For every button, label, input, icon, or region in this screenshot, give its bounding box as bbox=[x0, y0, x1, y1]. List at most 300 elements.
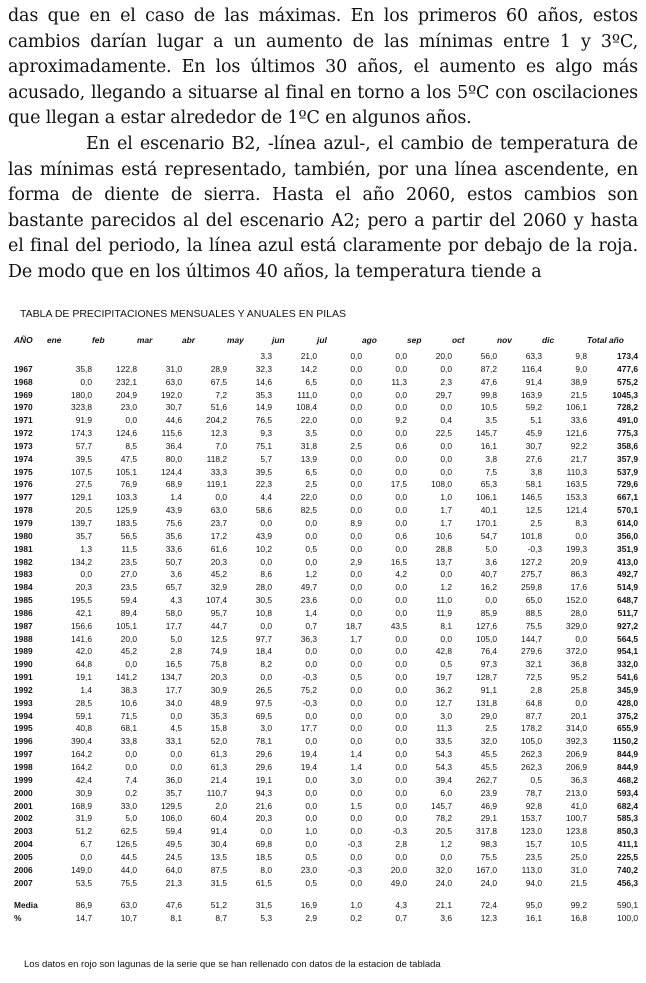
table-cell: 927,2 bbox=[617, 620, 638, 631]
table-cell: 76,4 bbox=[480, 646, 497, 657]
table-cell: 106,1 bbox=[566, 402, 587, 413]
year-cell: 1983 bbox=[14, 569, 33, 580]
table-cell: 0,2 bbox=[125, 787, 137, 798]
table-cell: 1,7 bbox=[440, 517, 452, 528]
table-cell: 54,3 bbox=[435, 749, 452, 760]
table-cell: 95,7 bbox=[210, 607, 227, 618]
table-cell: 32,3 bbox=[255, 363, 272, 374]
table-cell: 262,7 bbox=[476, 774, 497, 785]
table-cell: 40,1 bbox=[480, 505, 497, 516]
table-cell: 128,7 bbox=[476, 672, 497, 683]
table-cell: 3,6 bbox=[485, 556, 497, 567]
table-cell: 0,5 bbox=[305, 877, 317, 888]
table-cell: 163,5 bbox=[566, 479, 587, 490]
table-cell: 108,4 bbox=[296, 402, 317, 413]
summary-cell: 5,3 bbox=[260, 913, 272, 924]
summary-cell: 86,9 bbox=[75, 900, 92, 911]
table-cell: 0,0 bbox=[305, 839, 317, 850]
table-cell: 28,9 bbox=[210, 363, 227, 374]
table-cell: 0,0 bbox=[395, 389, 407, 400]
table-cell: 56,5 bbox=[120, 530, 137, 541]
table-cell: 36,2 bbox=[435, 684, 452, 695]
table-cell: 6,5 bbox=[305, 466, 317, 477]
table-cell: 2,8 bbox=[395, 839, 407, 850]
table-cell: 173,4 bbox=[617, 351, 638, 361]
table-cell: 36,0 bbox=[165, 774, 182, 785]
table-cell: 23,0 bbox=[120, 402, 137, 413]
table-row bbox=[14, 684, 638, 697]
table-cell: 31,0 bbox=[570, 864, 587, 875]
table-cell: 1,4 bbox=[170, 492, 182, 503]
table-cell: 0,0 bbox=[350, 646, 362, 657]
table-cell: 56,0 bbox=[480, 351, 497, 361]
table-cell: 95,2 bbox=[570, 672, 587, 683]
table-cell: 413,0 bbox=[617, 556, 638, 567]
table-cell: 124,4 bbox=[161, 466, 182, 477]
table-row bbox=[14, 568, 638, 581]
table-cell: 59,4 bbox=[165, 826, 182, 837]
table-cell: 0,0 bbox=[395, 595, 407, 606]
table-cell: 9,3 bbox=[260, 428, 272, 439]
table-cell: 314,0 bbox=[566, 723, 587, 734]
table-row bbox=[14, 491, 638, 504]
table-cell: 0,0 bbox=[395, 428, 407, 439]
table-cell: 123,0 bbox=[521, 826, 542, 837]
table-cell: 18,7 bbox=[345, 620, 362, 631]
table-cell: 12,3 bbox=[210, 428, 227, 439]
summary-cell: 16,9 bbox=[300, 900, 317, 911]
table-cell: 0,0 bbox=[305, 774, 317, 785]
table-cell: 23,5 bbox=[120, 582, 137, 593]
table-cell: 1,4 bbox=[350, 749, 362, 760]
table-cell: 39,4 bbox=[435, 774, 452, 785]
column-header: oct bbox=[452, 335, 465, 345]
table-cell: 232,1 bbox=[116, 376, 137, 387]
table-cell: 164,2 bbox=[71, 762, 92, 772]
table-cell: 47,6 bbox=[480, 376, 497, 387]
table-row bbox=[14, 645, 638, 658]
table-row bbox=[14, 825, 638, 838]
table-cell: 19,1 bbox=[255, 774, 272, 785]
table-cell: 0,0 bbox=[350, 492, 362, 503]
table-cell: 4,3 bbox=[170, 595, 182, 606]
column-header: mar bbox=[137, 335, 153, 345]
body-text bbox=[8, 4, 638, 286]
year-cell: 1990 bbox=[14, 659, 33, 670]
table-cell: 0,0 bbox=[350, 723, 362, 734]
table-cell: 15,8 bbox=[210, 723, 227, 734]
table-cell: 64,0 bbox=[165, 864, 182, 875]
table-cell: -0,3 bbox=[347, 839, 362, 850]
table-cell: 2,5 bbox=[530, 517, 542, 528]
table-cell: 45,5 bbox=[480, 749, 497, 760]
table-cell: 115,6 bbox=[161, 428, 182, 439]
table-cell: 32,1 bbox=[525, 659, 542, 670]
table-cell: 98,3 bbox=[480, 839, 497, 850]
table-cell: 29,6 bbox=[255, 749, 272, 760]
table-cell: 11,3 bbox=[391, 376, 407, 387]
table-cell: 585,3 bbox=[617, 813, 638, 824]
paragraph-1: das que en el caso de las máximas. En los primeros 60 años, estos cambios darían lugar a un aumento de las mínimas entre 1 y 3ºC, aproximadamente. En los últimos 30 años, el aumento es algo más acusado, llegando a situarse al final en torno a los 5ºC con oscilaciones que llegan a estar alrededor de 1ºC en algunos años. bbox=[8, 6, 638, 129]
table-cell: 129,5 bbox=[161, 800, 182, 811]
table-cell: 0,0 bbox=[395, 736, 407, 747]
table-cell: 11,0 bbox=[436, 595, 452, 606]
column-header: may bbox=[227, 335, 244, 345]
table-cell: -0,3 bbox=[347, 864, 362, 875]
table-cell: 60,4 bbox=[210, 813, 227, 824]
table-cell: 10,5 bbox=[570, 839, 587, 850]
table-row bbox=[14, 504, 638, 517]
table-cell: 2,3 bbox=[440, 376, 452, 387]
table-cell: 0,0 bbox=[350, 351, 362, 361]
table-cell: 16,2 bbox=[480, 582, 497, 593]
table-cell: 0,0 bbox=[305, 659, 317, 670]
table-row bbox=[14, 710, 638, 723]
table-cell: 279,6 bbox=[521, 646, 542, 657]
table-cell: 0,0 bbox=[440, 633, 452, 644]
table-cell: 1,4 bbox=[305, 607, 317, 618]
table-cell: 375,2 bbox=[617, 710, 638, 721]
table-cell: 36,8 bbox=[570, 659, 587, 670]
table-row bbox=[14, 671, 638, 684]
table-cell: 54,7 bbox=[480, 530, 497, 541]
table-cell: 13,7 bbox=[435, 556, 452, 567]
table-row bbox=[14, 427, 638, 440]
table-cell: 0,0 bbox=[350, 543, 362, 554]
table-cell: 2,9 bbox=[350, 556, 362, 567]
table-cell: 111,0 bbox=[297, 389, 317, 400]
table-cell: 76,5 bbox=[255, 415, 272, 426]
table-cell: 32,0 bbox=[480, 736, 497, 747]
year-cell: 1974 bbox=[14, 453, 33, 464]
table-cell: 52,0 bbox=[210, 736, 227, 747]
table-cell: 0,0 bbox=[395, 607, 407, 618]
table-cell: 199,3 bbox=[566, 543, 587, 554]
summary-cell: 95,0 bbox=[525, 900, 542, 911]
table-cell: 0,0 bbox=[260, 620, 272, 631]
year-cell: 1975 bbox=[14, 466, 33, 477]
table-cell: 468,2 bbox=[617, 774, 638, 785]
table-cell: 41,0 bbox=[570, 800, 587, 811]
table-cell: 28,5 bbox=[75, 697, 92, 708]
table-cell: 0,0 bbox=[305, 787, 317, 798]
table-cell: 206,9 bbox=[566, 749, 587, 760]
table-cell: 58,0 bbox=[165, 607, 182, 618]
table-cell: 145,7 bbox=[476, 428, 497, 439]
table-cell: 17,7 bbox=[300, 723, 317, 734]
table-cell: 0,0 bbox=[440, 851, 452, 862]
table-cell: 0,0 bbox=[395, 710, 407, 721]
table-cell: 82,5 bbox=[300, 505, 317, 516]
table-cell: 38,9 bbox=[570, 376, 587, 387]
table-cell: 21,6 bbox=[255, 800, 272, 811]
table-cell: 124,6 bbox=[116, 428, 137, 439]
table-cell: 3,0 bbox=[350, 774, 362, 785]
table-cell: 43,9 bbox=[255, 530, 272, 541]
table-cell: 0,0 bbox=[80, 851, 92, 862]
table-cell: 7,2 bbox=[215, 389, 227, 400]
table-cell: 0,0 bbox=[350, 376, 362, 387]
table-cell: 44,7 bbox=[210, 620, 227, 631]
table-cell: 0,0 bbox=[440, 453, 452, 464]
table-row bbox=[14, 466, 638, 479]
table-cell: 45,9 bbox=[525, 428, 542, 439]
table-row bbox=[14, 530, 638, 543]
table-cell: 1,4 bbox=[80, 684, 92, 695]
table-cell: 259,8 bbox=[521, 582, 542, 593]
table-cell: 20,0 bbox=[390, 864, 407, 875]
table-cell: 0,0 bbox=[350, 389, 362, 400]
year-cell: 1973 bbox=[14, 440, 33, 451]
summary-cell: 63,0 bbox=[120, 900, 137, 911]
table-cell: 0,0 bbox=[80, 569, 92, 580]
table-cell: 75,8 bbox=[210, 659, 227, 670]
table-cell: 21,5 bbox=[570, 877, 587, 888]
table-cell: 13,9 bbox=[300, 453, 317, 464]
table-cell: 126,5 bbox=[116, 839, 137, 850]
column-header: ago bbox=[362, 335, 377, 345]
table-cell: 42,1 bbox=[75, 607, 92, 618]
table-cell: 11,5 bbox=[121, 543, 137, 554]
table-cell: 0,0 bbox=[440, 402, 452, 413]
table-cell: 33,0 bbox=[120, 800, 137, 811]
table-cell: 57,7 bbox=[75, 440, 92, 451]
table-cell: 0,0 bbox=[350, 428, 362, 439]
summary-cell: 21,1 bbox=[435, 900, 452, 911]
table-cell: 2,5 bbox=[485, 723, 497, 734]
year-cell: 1972 bbox=[14, 428, 33, 439]
table-row bbox=[14, 864, 638, 877]
table-cell: 10,5 bbox=[480, 402, 497, 413]
table-cell: 0,0 bbox=[260, 517, 272, 528]
table-cell: 0,0 bbox=[395, 659, 407, 670]
table-cell: 225,5 bbox=[617, 851, 638, 862]
table-cell: 97,5 bbox=[255, 697, 272, 708]
table-cell: 323,8 bbox=[71, 402, 92, 413]
table-cell: 729,6 bbox=[617, 479, 638, 490]
table-cell: 3,5 bbox=[485, 415, 497, 426]
table-cell: 1045,3 bbox=[612, 389, 638, 400]
table-cell: 3,0 bbox=[260, 723, 272, 734]
table-cell: 80,0 bbox=[165, 453, 182, 464]
summary-cell: 3,6 bbox=[440, 913, 452, 924]
table-cell: 0,0 bbox=[350, 659, 362, 670]
table-cell: 28,0 bbox=[570, 607, 587, 618]
table-cell: 0,0 bbox=[440, 569, 452, 580]
table-cell: -0,3 bbox=[527, 543, 542, 554]
table-cell: 358,6 bbox=[617, 440, 638, 451]
table-cell: 105,1 bbox=[116, 466, 137, 477]
table-row bbox=[14, 453, 638, 466]
table-cell: 123,8 bbox=[566, 826, 587, 837]
table-cell: 99,8 bbox=[480, 389, 497, 400]
table-cell: 0,0 bbox=[350, 607, 362, 618]
table-cell: 1,4 bbox=[350, 762, 362, 772]
table-cell: 39,5 bbox=[75, 453, 92, 464]
table-cell: 0,0 bbox=[305, 710, 317, 721]
table-cell: 78,7 bbox=[525, 787, 542, 798]
year-cell: 1981 bbox=[14, 543, 33, 554]
table-cell: 17,2 bbox=[210, 530, 227, 541]
table-row bbox=[14, 414, 638, 427]
summary-cell: 47,6 bbox=[165, 900, 182, 911]
table-cell: 31,5 bbox=[210, 877, 227, 888]
column-header: Total año bbox=[587, 335, 624, 345]
table-cell: 0,0 bbox=[80, 376, 92, 387]
table-cell: 0,0 bbox=[350, 530, 362, 541]
table-row bbox=[14, 800, 638, 813]
table-cell: 262,3 bbox=[521, 762, 542, 772]
table-cell: 2,8 bbox=[170, 646, 182, 657]
table-cell: 19,4 bbox=[300, 749, 317, 760]
table-cell: 24,0 bbox=[435, 877, 452, 888]
table-cell: 0,0 bbox=[440, 440, 452, 451]
table-cell: -0,3 bbox=[302, 672, 317, 683]
table-cell: 0,0 bbox=[395, 492, 407, 503]
table-cell: 163,9 bbox=[521, 389, 542, 400]
table-cell: 68,1 bbox=[120, 723, 137, 734]
column-header: dic bbox=[542, 335, 555, 345]
table-cell: 29,0 bbox=[480, 710, 497, 721]
table-cell: 13,5 bbox=[210, 851, 227, 862]
table-cell: 0,0 bbox=[395, 466, 407, 477]
table-cell: 36,3 bbox=[300, 633, 317, 644]
table-cell: 63,3 bbox=[525, 351, 542, 361]
table-cell: 25,0 bbox=[570, 851, 587, 862]
table-cell: 110,3 bbox=[566, 466, 587, 477]
table-cell: 491,0 bbox=[617, 415, 638, 426]
table-row bbox=[14, 761, 638, 774]
table-cell: 0,6 bbox=[395, 530, 407, 541]
table-cell: 63,0 bbox=[210, 505, 227, 516]
year-cell: 1993 bbox=[14, 697, 33, 708]
table-cell: 0,0 bbox=[260, 556, 272, 567]
year-cell: 1978 bbox=[14, 505, 33, 516]
table-cell: 30,4 bbox=[210, 839, 227, 850]
table-cell: 29,1 bbox=[480, 813, 497, 824]
table-row bbox=[14, 851, 638, 864]
table-cell: 7,4 bbox=[125, 774, 137, 785]
table-cell: 61,3 bbox=[210, 762, 227, 772]
table-cell: 3,3 bbox=[260, 351, 272, 361]
table-cell: 0,4 bbox=[440, 415, 452, 426]
table-cell: 10,6 bbox=[435, 530, 452, 541]
table-cell: 19,1 bbox=[75, 672, 92, 683]
table-cell: 1,7 bbox=[440, 505, 452, 516]
table-cell: 0,0 bbox=[305, 530, 317, 541]
table-cell: 149,0 bbox=[71, 864, 92, 875]
table-cell: 3,8 bbox=[530, 466, 542, 477]
year-cell: 1999 bbox=[14, 774, 33, 785]
year-cell: 2002 bbox=[14, 813, 33, 824]
table-cell: 428,0 bbox=[617, 697, 638, 708]
table-cell: 43,5 bbox=[390, 620, 407, 631]
table-cell: 23,7 bbox=[210, 517, 227, 528]
year-cell: 2006 bbox=[14, 864, 33, 875]
table-cell: 49,5 bbox=[165, 839, 182, 850]
table-cell: 164,2 bbox=[71, 749, 92, 760]
table-cell: 18,4 bbox=[255, 646, 272, 657]
table-cell: 49,0 bbox=[390, 877, 407, 888]
table-cell: 0,0 bbox=[305, 556, 317, 567]
table-cell: 0,0 bbox=[395, 363, 407, 374]
table-cell: 180,0 bbox=[71, 389, 92, 400]
table-cell: 0,5 bbox=[305, 851, 317, 862]
table-cell: 740,2 bbox=[617, 864, 638, 875]
table-cell: 0,0 bbox=[575, 697, 587, 708]
table-title: TABLA DE PRECIPITACIONES MENSUALES Y ANUALES EN PILAS bbox=[20, 308, 347, 320]
table-cell: 72,5 bbox=[525, 672, 542, 683]
table-cell: 0,0 bbox=[350, 697, 362, 708]
table-cell: 16,5 bbox=[390, 556, 407, 567]
table-cell: 4,5 bbox=[170, 723, 182, 734]
table-cell: 91,4 bbox=[210, 826, 227, 837]
table-cell: 0,0 bbox=[350, 479, 362, 490]
table-cell: 94,0 bbox=[525, 877, 542, 888]
table-cell: 17,7 bbox=[165, 684, 182, 695]
table-cell: 372,0 bbox=[566, 646, 587, 657]
table-cell: 0,0 bbox=[170, 749, 182, 760]
table-cell: 0,0 bbox=[350, 402, 362, 413]
table-cell: 91,1 bbox=[480, 684, 497, 695]
table-cell: 275,7 bbox=[521, 569, 542, 580]
table-row bbox=[14, 517, 638, 530]
table-cell: 20,3 bbox=[75, 582, 92, 593]
table-cell: 33,3 bbox=[210, 466, 227, 477]
table-cell: 30,9 bbox=[210, 684, 227, 695]
table-cell: 121,6 bbox=[566, 428, 587, 439]
table-cell: 87,7 bbox=[525, 710, 542, 721]
table-cell: 113,0 bbox=[521, 864, 542, 875]
table-cell: 8,1 bbox=[440, 620, 452, 631]
table-header-row bbox=[14, 334, 638, 346]
table-cell: 36,4 bbox=[165, 440, 182, 451]
table-cell: 22,5 bbox=[435, 428, 452, 439]
table-cell: 32,9 bbox=[210, 582, 227, 593]
table-cell: 0,0 bbox=[350, 582, 362, 593]
summary-cell: 0,7 bbox=[395, 913, 407, 924]
table-cell: 0,5 bbox=[350, 672, 362, 683]
table-cell: 0,0 bbox=[350, 415, 362, 426]
table-cell: 91,9 bbox=[75, 415, 92, 426]
table-cell: 10,6 bbox=[120, 697, 137, 708]
table-cell: 153,3 bbox=[566, 492, 587, 503]
table-cell: 2,5 bbox=[350, 440, 362, 451]
table-cell: 20,3 bbox=[255, 813, 272, 824]
table-cell: 75,2 bbox=[300, 684, 317, 695]
year-cell: 1996 bbox=[14, 736, 33, 747]
table-row bbox=[14, 787, 638, 800]
paragraph-2: En el escenario B2, -línea azul-, el cambio de temperatura de las mínimas está representado, también, por una línea ascendente, en forma de diente de sierra. Hasta el año 2060, estos cambios son bastante parecidos al del escenario A2; pero a partir del 2060 y hasta el final del periodo, la línea azul está claramente por debajo de la roja. De modo que en los últimos 40 años, la temperatura tiende a bbox=[8, 133, 638, 282]
table-cell: 20,5 bbox=[75, 505, 92, 516]
table-cell: 0,0 bbox=[170, 762, 182, 772]
table-cell: 108,0 bbox=[431, 479, 452, 490]
table-cell: 3,8 bbox=[485, 453, 497, 464]
table-cell: 345,9 bbox=[617, 684, 638, 695]
table-cell: 40,8 bbox=[75, 723, 92, 734]
table-cell: 100,7 bbox=[566, 813, 587, 824]
table-cell: 153,7 bbox=[521, 813, 542, 824]
column-header: AÑO bbox=[14, 335, 33, 345]
table-cell: 0,0 bbox=[395, 402, 407, 413]
table-cell: 682,4 bbox=[617, 800, 638, 811]
summary-cell: 16,1 bbox=[525, 913, 542, 924]
table-cell: 116,4 bbox=[521, 363, 542, 374]
table-cell: 54,3 bbox=[435, 762, 452, 772]
table-row bbox=[14, 389, 638, 402]
table-cell: 655,9 bbox=[617, 723, 638, 734]
table-cell: 351,9 bbox=[617, 543, 638, 554]
